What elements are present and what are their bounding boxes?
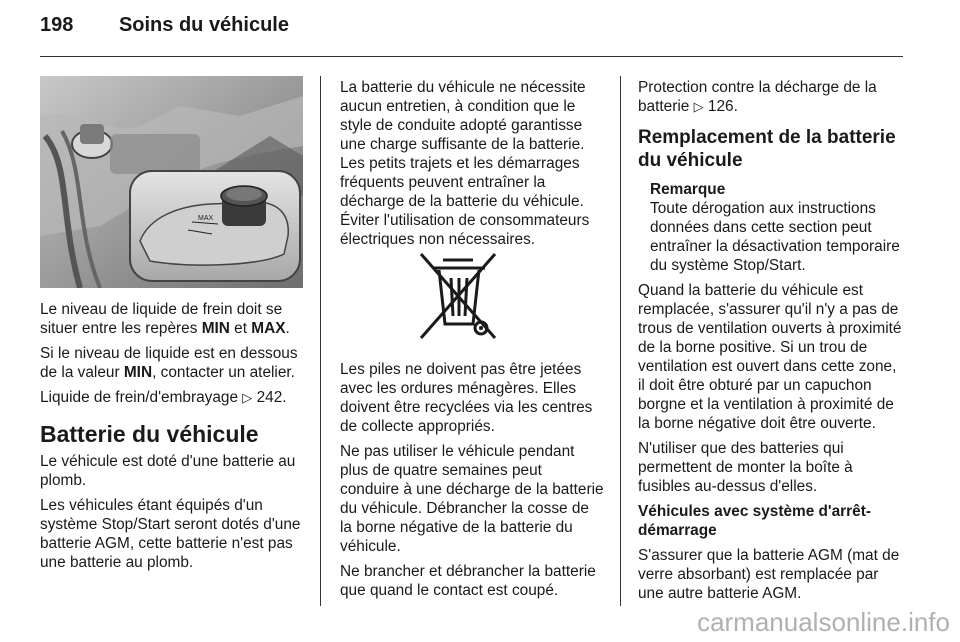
long-standstill-paragraph: Ne pas utiliser le véhicule pendant plus de quatre semaines peut conduire à une décharge de la batterie du véhicule. Débrancher la cosse de la borne négative de la batterie du véhicule. — [340, 443, 604, 555]
column-1 — [40, 300, 305, 578]
agm-replacement-paragraph: S'assurer que la batterie AGM (mat de verre absorbant) est remplacée par une autre batterie AGM. — [638, 547, 900, 602]
ventilation-holes-paragraph: Quand la batterie du véhicule est remplacée, s'assurer qu'il n'y a pas de trous de ventilation ouverts à proximité de la borne positive. Si un trou de ventilation est ouvert dans cette zone, il doit être obturé par un capuchon borgne et la ventilation à proximité de la borne négative doit être ouverte. — [638, 282, 902, 432]
note-box — [650, 180, 903, 275]
below-min-paragraph: Si le niveau de liquide est en dessous de la valeur MIN, contacter un atelier. — [40, 345, 298, 381]
battery-lead-paragraph: Le véhicule est doté d'une batterie au plomb. — [40, 453, 296, 489]
brake-fluid-reference[interactable]: Liquide de frein/d'embrayage ▷ 242. — [40, 389, 287, 406]
connect-disconnect-paragraph: Ne brancher et débrancher la batterie que quand le contact est coupé. — [340, 563, 596, 599]
column-divider-2 — [620, 76, 621, 606]
brake-fluid-reservoir-photo — [40, 76, 303, 288]
note-text: Toute dérogation aux instructions données dans cette section peut entraîner la désactivation temporaire du système Stop/Start. — [650, 200, 900, 274]
page-title: Soins du véhicule — [118, 14, 289, 36]
column-divider-1 — [320, 76, 321, 606]
svg-text:MAX: MAX — [198, 215, 214, 222]
watermark: carmanualsonline.info — [697, 607, 950, 637]
battery-disposal-paragraph: Les piles ne doivent pas être jetées avec les ordures ménagères. Elles doivent être recyclées via les centres de collecte appropriés. — [340, 361, 593, 435]
section-heading-battery: Batterie du véhicule — [40, 421, 259, 447]
agm-battery-paragraph: Les véhicules étant équipés d'un système Stop/Start seront dotés d'une batterie AGM, cette batterie n'est pas une batterie au plomb. — [40, 497, 301, 571]
page-number: 198 — [40, 14, 74, 36]
battery-maintenance-paragraph: La batterie du véhicule ne nécessite aucun entretien, à condition que le style de conduite adopté garantisse une charge suffisante de la batterie. Les petits trajets et les démarrages fréquents peuvent entraîner la décharge de la batterie du véhicule. Éviter l'utilisation de consommateurs électriques non nécessaires. — [340, 79, 590, 248]
crossed-out-bin-icon — [415, 246, 501, 344]
arrow-icon: ▷ — [693, 99, 704, 114]
page-header — [40, 14, 289, 37]
fuse-box-paragraph: N'utiliser que des batteries qui permettent de monter la boîte à fusibles au-dessus d'elles. — [638, 440, 853, 495]
section-heading-battery-replacement: Remplacement de la batterie du véhicule — [638, 127, 896, 171]
note-title: Remarque — [650, 181, 726, 198]
discharge-protection-reference[interactable]: Protection contre la décharge de la batterie ▷ 126. — [638, 79, 877, 115]
column-2 — [340, 78, 605, 255]
header-rule — [40, 56, 903, 57]
arrow-icon: ▷ — [242, 390, 253, 405]
column-2-lower — [340, 360, 605, 606]
column-3 — [638, 78, 903, 609]
brake-fluid-level-paragraph: Le niveau de liquide de frein doit se situer entre les repères MIN et MAX. — [40, 301, 290, 337]
stop-start-subheading: Véhicules avec système d'arrêt-démarrage — [638, 503, 871, 539]
